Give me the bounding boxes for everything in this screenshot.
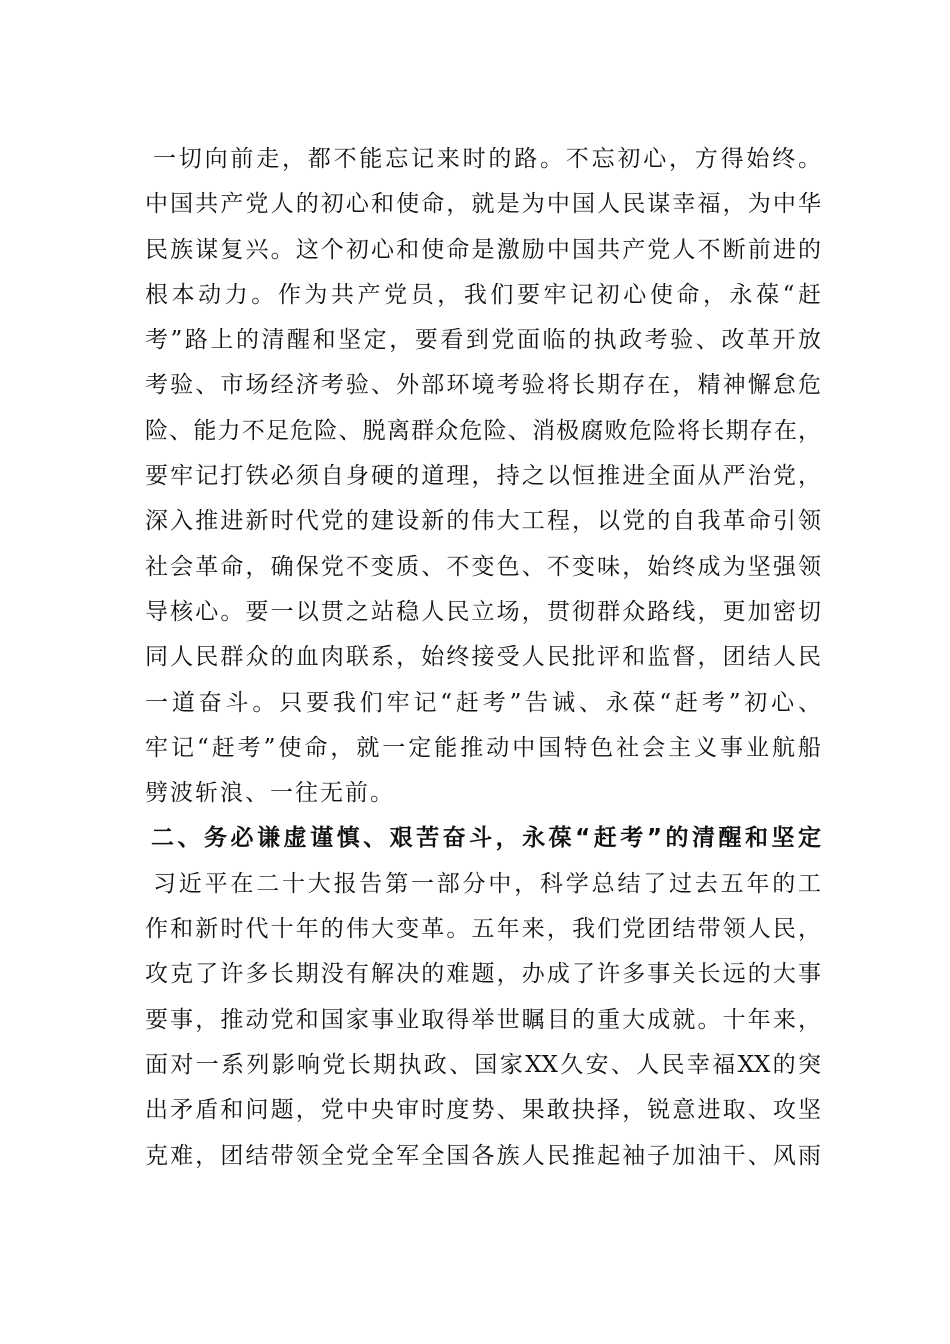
paragraph-line: 一切向前走，都不能忘记来时的路。不忘初心，方得始终。	[153, 146, 821, 172]
paragraph-line: 习近平在二十大报告第一部分中，科学总结了过去五年的工	[153, 870, 821, 897]
paragraph-line: 攻克了许多长期没有解决的难题，办成了许多事关长远的大事	[145, 961, 821, 988]
paragraph-line: 考验、市场经济考验、外部环境考验将长期存在，精神懈怠危	[145, 372, 821, 399]
paragraph-line: 克难，团结带领全党全军全国各族人民推起袖子加油干、风雨	[145, 1142, 821, 1169]
paragraph-line: 中国共产党人的初心和使命，就是为中国人民谋幸福，为中华	[145, 191, 821, 218]
paragraph-line: 民族谋复兴。这个初心和使命是激励中国共产党人不断前进的	[145, 236, 821, 263]
paragraph-line: 深入推进新时代党的建设新的伟大工程，以党的自我革命引领	[145, 508, 821, 535]
paragraph-line: 牢记“赶考”使命，就一定能推动中国特色社会主义事业航船	[145, 734, 821, 761]
paragraph-line: 作和新时代十年的伟大变革。五年来，我们党团结带领人民，	[145, 916, 821, 943]
paragraph-line: 导核心。要一以贯之站稳人民立场，贯彻群众路线，更加密切	[145, 598, 821, 625]
paragraph-line: 同人民群众的血肉联系，始终接受人民批评和监督，团结人民	[145, 644, 821, 671]
paragraph-line: 劈波斩浪、一往无前。	[145, 780, 395, 807]
document-page	[145, 137, 821, 1179]
paragraph-line: 一道奋斗。只要我们牢记“赶考”告诫、永葆“赶考”初心、	[145, 689, 821, 716]
paragraph-line: 出矛盾和问题，党中央审时度势、果敢抉择，锐意进取、攻坚	[145, 1097, 821, 1124]
paragraph-line: 要事，推动党和国家事业取得举世瞩目的重大成就。十年来，	[145, 1006, 821, 1033]
paragraph-line: 根本动力。作为共产党员，我们要牢记初心使命，永葆“赶	[145, 281, 821, 308]
paragraph-line: 要牢记打铁必须自身硬的道理，持之以恒推进全面从严治党，	[145, 463, 821, 490]
paragraph-line: 险、能力不足危险、脱离群众危险、消极腐败危险将长期存在，	[145, 417, 821, 444]
paragraph-line: 社会革命，确保党不变质、不变色、不变味，始终成为坚强领	[145, 553, 821, 580]
section-heading: 二、务必谦虚谨慎、艰苦奋斗，永葆“赶考”的清醒和坚定	[151, 825, 821, 852]
paragraph-line: 面对一系列影响党长期执政、国家XX久安、人民幸福XX的突	[145, 1051, 821, 1078]
paragraph-line: 考”路上的清醒和坚定，要看到党面临的执政考验、改革开放	[145, 327, 821, 354]
